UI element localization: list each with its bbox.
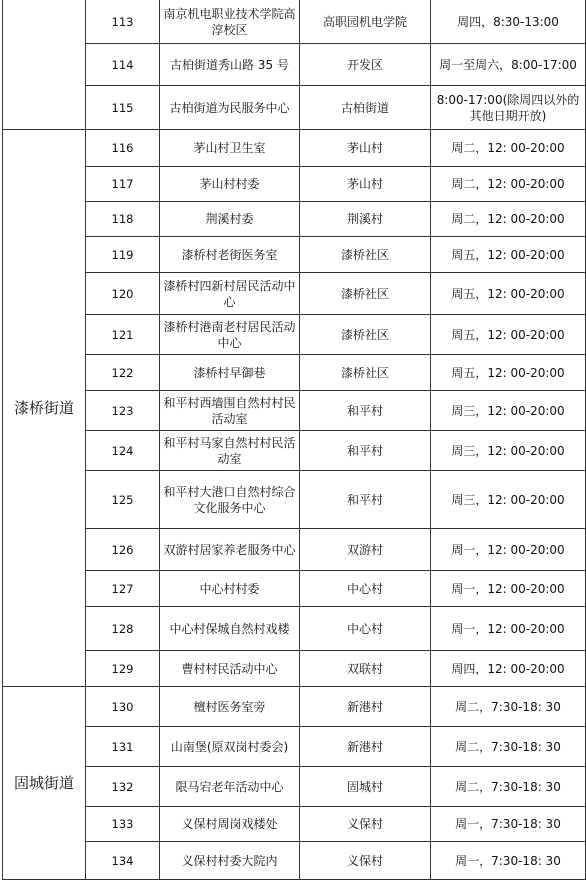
row-number-cell: 114 [86, 44, 160, 86]
row-number-cell: 122 [86, 355, 160, 391]
row-number-cell: 118 [86, 202, 160, 237]
site-cell: 和平村西墙围自然村村民活动室 [160, 391, 300, 431]
community-cell: 中心村 [300, 607, 431, 651]
site-cell: 漆桥村四新村居民活动中心 [160, 273, 300, 315]
community-cell: 漆桥社区 [300, 355, 431, 391]
community-cell: 和平村 [300, 391, 431, 431]
community-cell: 双游村 [300, 529, 431, 571]
site-cell: 和平村马家自然村村民活动室 [160, 431, 300, 471]
community-cell: 茅山村 [300, 167, 431, 202]
district-cell [3, 0, 86, 130]
row-number-cell: 128 [86, 607, 160, 651]
row-number-cell: 132 [86, 767, 160, 807]
row-number-cell: 129 [86, 651, 160, 687]
community-cell: 中心村 [300, 571, 431, 607]
community-cell: 双联村 [300, 651, 431, 687]
table-row [3, 273, 586, 315]
district-cell: 固城街道 [3, 687, 86, 880]
community-cell: 漆桥社区 [300, 237, 431, 273]
site-cell: 古柏街道为民服务中心 [160, 86, 300, 130]
row-number-cell: 127 [86, 571, 160, 607]
site-cell: 檀村医务室旁 [160, 687, 300, 727]
community-cell: 新港村 [300, 727, 431, 767]
table-row [3, 571, 586, 607]
site-cell: 漆桥村老街医务室 [160, 237, 300, 273]
community-cell: 漆桥社区 [300, 315, 431, 355]
community-cell: 新港村 [300, 687, 431, 727]
hours-cell: 周一，12: 00-20:00 [431, 529, 586, 571]
community-cell: 荆溪村 [300, 202, 431, 237]
hours-cell: 周二，7:30-18: 30 [431, 687, 586, 727]
community-cell: 和平村 [300, 471, 431, 529]
hours-cell: 周二，12: 00-20:00 [431, 202, 586, 237]
table-row [3, 529, 586, 571]
row-number-cell: 113 [86, 0, 160, 44]
hours-cell: 周三，12: 00-20:00 [431, 471, 586, 529]
table-row [3, 687, 586, 727]
site-cell: 曹村村民活动中心 [160, 651, 300, 687]
row-number-cell: 126 [86, 529, 160, 571]
site-cell: 荆溪村委 [160, 202, 300, 237]
table-row [3, 0, 586, 44]
community-cell: 义保村 [300, 842, 431, 880]
community-cell: 高职园机电学院 [300, 0, 431, 44]
hours-cell: 周五，12: 00-20:00 [431, 273, 586, 315]
hours-cell: 8:00-17:00(除周四以外的其他日期开放) [431, 86, 586, 130]
community-cell: 茅山村 [300, 130, 431, 167]
site-cell: 漆桥村港南老村居民活动中心 [160, 315, 300, 355]
table-row [3, 807, 586, 842]
table-row [3, 355, 586, 391]
row-number-cell: 125 [86, 471, 160, 529]
table-body [3, 0, 586, 880]
row-number-cell: 116 [86, 130, 160, 167]
hours-cell: 周三，12: 00-20:00 [431, 431, 586, 471]
row-number-cell: 117 [86, 167, 160, 202]
site-cell: 义保村村委大院内 [160, 842, 300, 880]
row-number-cell: 120 [86, 273, 160, 315]
hours-cell: 周四，8:30-13:00 [431, 0, 586, 44]
row-number-cell: 119 [86, 237, 160, 273]
table-row [3, 767, 586, 807]
sampling-sites-table [2, 0, 586, 880]
hours-cell: 周四，12: 00-20:00 [431, 651, 586, 687]
table-row [3, 651, 586, 687]
site-cell: 山南堡(原双岗村委会) [160, 727, 300, 767]
table-row [3, 391, 586, 431]
row-number-cell: 123 [86, 391, 160, 431]
hours-cell: 周一，7:30-18: 30 [431, 842, 586, 880]
table-row [3, 167, 586, 202]
table-row [3, 237, 586, 273]
community-cell: 固城村 [300, 767, 431, 807]
hours-cell: 周五，12: 00-20:00 [431, 237, 586, 273]
row-number-cell: 121 [86, 315, 160, 355]
row-number-cell: 130 [86, 687, 160, 727]
hours-cell: 周三，12: 00-20:00 [431, 391, 586, 431]
district-cell: 漆桥街道 [3, 130, 86, 687]
site-cell: 茅山村卫生室 [160, 130, 300, 167]
table-row [3, 130, 586, 167]
hours-cell: 周二，7:30-18: 30 [431, 727, 586, 767]
row-number-cell: 134 [86, 842, 160, 880]
community-cell: 古柏街道 [300, 86, 431, 130]
table-row [3, 86, 586, 130]
hours-cell: 周二，12: 00-20:00 [431, 167, 586, 202]
hours-cell: 周一，12: 00-20:00 [431, 607, 586, 651]
hours-cell: 周一，7:30-18: 30 [431, 807, 586, 842]
site-cell: 漆桥村早御巷 [160, 355, 300, 391]
site-cell: 和平村大港口自然村综合文化服务中心 [160, 471, 300, 529]
site-cell: 义保村周岗戏楼处 [160, 807, 300, 842]
site-cell: 中心村村委 [160, 571, 300, 607]
table-row [3, 202, 586, 237]
site-cell: 古柏街道秀山路 35 号 [160, 44, 300, 86]
row-number-cell: 115 [86, 86, 160, 130]
site-cell: 茅山村村委 [160, 167, 300, 202]
hours-cell: 周一至周六，8:00-17:00 [431, 44, 586, 86]
community-cell: 和平村 [300, 431, 431, 471]
site-cell: 限马宕老年活动中心 [160, 767, 300, 807]
table-row [3, 315, 586, 355]
hours-cell: 周一，12: 00-20:00 [431, 571, 586, 607]
site-cell: 南京机电职业技术学院高淳校区 [160, 0, 300, 44]
hours-cell: 周二，12: 00-20:00 [431, 130, 586, 167]
table-row [3, 44, 586, 86]
table-row [3, 431, 586, 471]
community-cell: 漆桥社区 [300, 273, 431, 315]
table-row [3, 842, 586, 880]
table-row [3, 471, 586, 529]
table-row [3, 727, 586, 767]
site-cell: 双游村居家养老服务中心 [160, 529, 300, 571]
table-row [3, 607, 586, 651]
hours-cell: 周五，12: 00-20:00 [431, 315, 586, 355]
site-cell: 中心村保城自然村戏楼 [160, 607, 300, 651]
community-cell: 义保村 [300, 807, 431, 842]
hours-cell: 周二，7:30-18: 30 [431, 767, 586, 807]
row-number-cell: 131 [86, 727, 160, 767]
row-number-cell: 133 [86, 807, 160, 842]
row-number-cell: 124 [86, 431, 160, 471]
hours-cell: 周五，12: 00-20:00 [431, 355, 586, 391]
community-cell: 开发区 [300, 44, 431, 86]
